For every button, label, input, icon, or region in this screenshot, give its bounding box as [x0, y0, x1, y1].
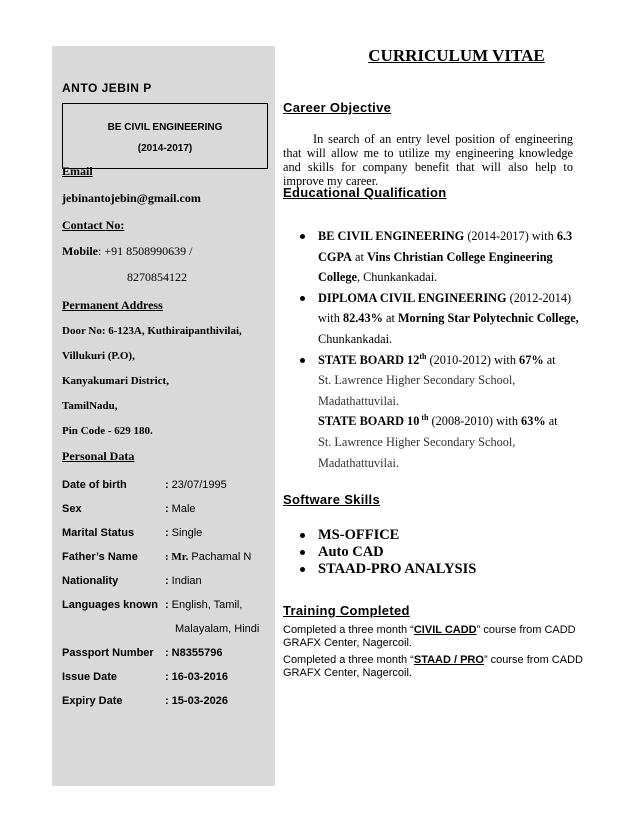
personal-data-row — [62, 619, 259, 637]
personal-data-colon: : — [165, 479, 169, 491]
education-text: (2008-2010) with — [428, 414, 522, 429]
school-line: Madathattuvilai. — [318, 455, 399, 470]
training-item — [283, 624, 583, 649]
email-heading: Email — [62, 164, 93, 178]
education-text: at — [351, 249, 367, 264]
personal-data-key: Nationality — [62, 575, 119, 587]
contact-heading: Contact No: — [62, 218, 125, 232]
personal-data-colon: : — [165, 599, 169, 611]
personal-data-colon: : — [165, 695, 169, 707]
candidate-name: ANTO JEBIN P — [62, 81, 152, 95]
personal-data-row — [62, 475, 227, 493]
bullet-icon — [300, 296, 305, 301]
education-text: DIPLOMA CIVIL ENGINEERING — [318, 290, 507, 305]
career-objective-heading: Career Objective — [283, 100, 392, 115]
software-skill-item — [300, 561, 476, 578]
education-text: (2012-2014) with — [318, 290, 572, 326]
degree-name: BE CIVIL ENGINEERING — [107, 122, 223, 133]
personal-data-colon: : — [165, 671, 169, 683]
education-item — [300, 350, 582, 474]
address-line: Pin Code - 629 180. — [62, 425, 153, 437]
mobile-label: Mobile — [62, 244, 98, 258]
personal-data-value: Single — [171, 527, 203, 539]
personal-data-row — [62, 667, 228, 685]
personal-data-value: N8355796 — [171, 647, 223, 659]
personal-data-key: Languages known — [62, 599, 158, 611]
education-text: 63% — [521, 414, 546, 429]
personal-data-colon: : — [165, 575, 169, 587]
personal-data-key: Father’s Name — [62, 551, 138, 563]
personal-data-row — [62, 523, 202, 541]
education-text: 6.3 CGPA — [318, 229, 573, 264]
education-text: th — [419, 351, 427, 361]
address-line: Villukuri (P.O), — [62, 350, 135, 362]
education-item — [300, 288, 582, 350]
training-text: ” course from CADD GRAFX Center, Nagercoil. — [283, 624, 576, 649]
software-skill-item — [300, 544, 476, 561]
education-text: at — [382, 311, 398, 326]
education-text: Chunkankadai. — [318, 331, 393, 346]
personal-data-key: Sex — [62, 503, 82, 515]
email-value: jebinantojebin@gmail.com — [62, 191, 201, 205]
software-skill-label: Auto CAD — [318, 544, 384, 560]
training-text: ” course from CADD GRAFX Center, Nagercoil. — [283, 654, 583, 679]
degree-box — [62, 103, 268, 169]
school-line: St. Lawrence Higher Secondary School, — [318, 373, 516, 388]
address-line: TamilNadu, — [62, 400, 118, 412]
school-line: Madathattuvilai. — [318, 393, 399, 408]
education-text: (2014-2017) with — [464, 229, 557, 243]
mobile-line — [62, 244, 192, 259]
personal-data-key: Passport Number — [62, 647, 154, 659]
education-text: STATE BOARD 12 — [318, 352, 420, 367]
address-line: Kanyakumari District, — [62, 375, 169, 387]
education-extra-line — [318, 411, 582, 432]
education-text: 67% — [519, 352, 544, 367]
training-item — [283, 654, 583, 679]
training-heading: Training Completed — [283, 603, 410, 618]
school-line: St. Lawrence Higher Secondary School, — [318, 434, 516, 449]
education-text: 82.43% — [342, 311, 383, 326]
personal-data-row — [62, 499, 196, 517]
education-text: (2010-2012) with — [426, 352, 520, 367]
education-item — [300, 226, 582, 288]
software-skill-label: STAAD-PRO ANALYSIS — [318, 561, 477, 577]
personal-data-key: Date of birth — [62, 479, 127, 491]
document-title: CURRICULUM VITAE — [368, 46, 545, 65]
personal-data-value: Pachamal N — [191, 551, 252, 563]
personal-data-key: Issue Date — [62, 671, 118, 683]
education-text: at — [543, 352, 556, 367]
software-skill-label: MS-OFFICE — [318, 527, 400, 543]
personal-data-row — [62, 547, 251, 565]
education-text: , Chunkankadai. — [356, 270, 438, 285]
personal-data-row — [62, 571, 202, 589]
software-skills-list — [300, 527, 476, 578]
education-text: STATE BOARD 10 — [318, 414, 420, 429]
education-text: BE CIVIL ENGINEERING — [318, 229, 465, 243]
personal-data-row — [62, 595, 242, 613]
personal-data-colon: : — [165, 647, 169, 659]
mobile-number-2: 8270854122 — [127, 270, 187, 284]
personal-data-value: 23/07/1995 — [171, 479, 227, 491]
address-line: Door No: 6-123A, Kuthiraipanthivilai, — [62, 325, 242, 337]
education-list — [300, 226, 582, 473]
education-heading: Educational Qualification — [283, 185, 447, 200]
personal-data-value: Malayalam, Hindi — [175, 623, 260, 635]
education-text: Vins Christian College Engineering College — [318, 249, 553, 285]
software-skill-item — [300, 527, 476, 544]
personal-data-row — [62, 691, 228, 709]
personal-data-value: 16-03-2016 — [171, 671, 228, 683]
personal-data-heading: Personal Data — [62, 449, 135, 463]
training-text: Completed a three month “ — [283, 654, 414, 666]
education-text: at — [545, 414, 558, 429]
personal-data-colon: : Mr. — [165, 551, 189, 563]
personal-data-row — [62, 643, 222, 661]
training-course-name: STAAD / PRO — [413, 654, 484, 666]
bullet-icon — [300, 550, 305, 555]
education-text: th — [419, 413, 429, 423]
degree-years: (2014-2017) — [137, 143, 193, 154]
personal-data-value: 15-03-2026 — [171, 695, 228, 707]
career-objective-text: In search of an entry level position of engineering that will allow me to utilize my engineering knowledge and skills for company benefit that will also help to improve my career. — [283, 132, 573, 188]
bullet-icon — [300, 358, 305, 363]
personal-data-value: Indian — [171, 575, 202, 587]
personal-data-value: Male — [171, 503, 196, 515]
training-course-name: CIVIL CADD — [413, 624, 477, 636]
bullet-icon — [300, 533, 305, 538]
software-skills-heading: Software Skills — [283, 492, 380, 507]
personal-data-colon: : — [165, 527, 169, 539]
bullet-icon — [300, 234, 305, 239]
personal-data-colon: : — [165, 503, 169, 515]
mobile-number-1: : +91 8508990639 / — [98, 244, 193, 258]
address-heading: Permanent Address — [62, 298, 163, 312]
personal-data-key: Expiry Date — [62, 695, 123, 707]
bullet-icon — [300, 567, 305, 572]
personal-data-key: Marital Status — [62, 527, 135, 539]
education-text: Morning Star Polytechnic College, — [397, 311, 579, 326]
training-text: Completed a three month “ — [283, 624, 414, 636]
personal-data-value: English, Tamil, — [171, 599, 243, 611]
